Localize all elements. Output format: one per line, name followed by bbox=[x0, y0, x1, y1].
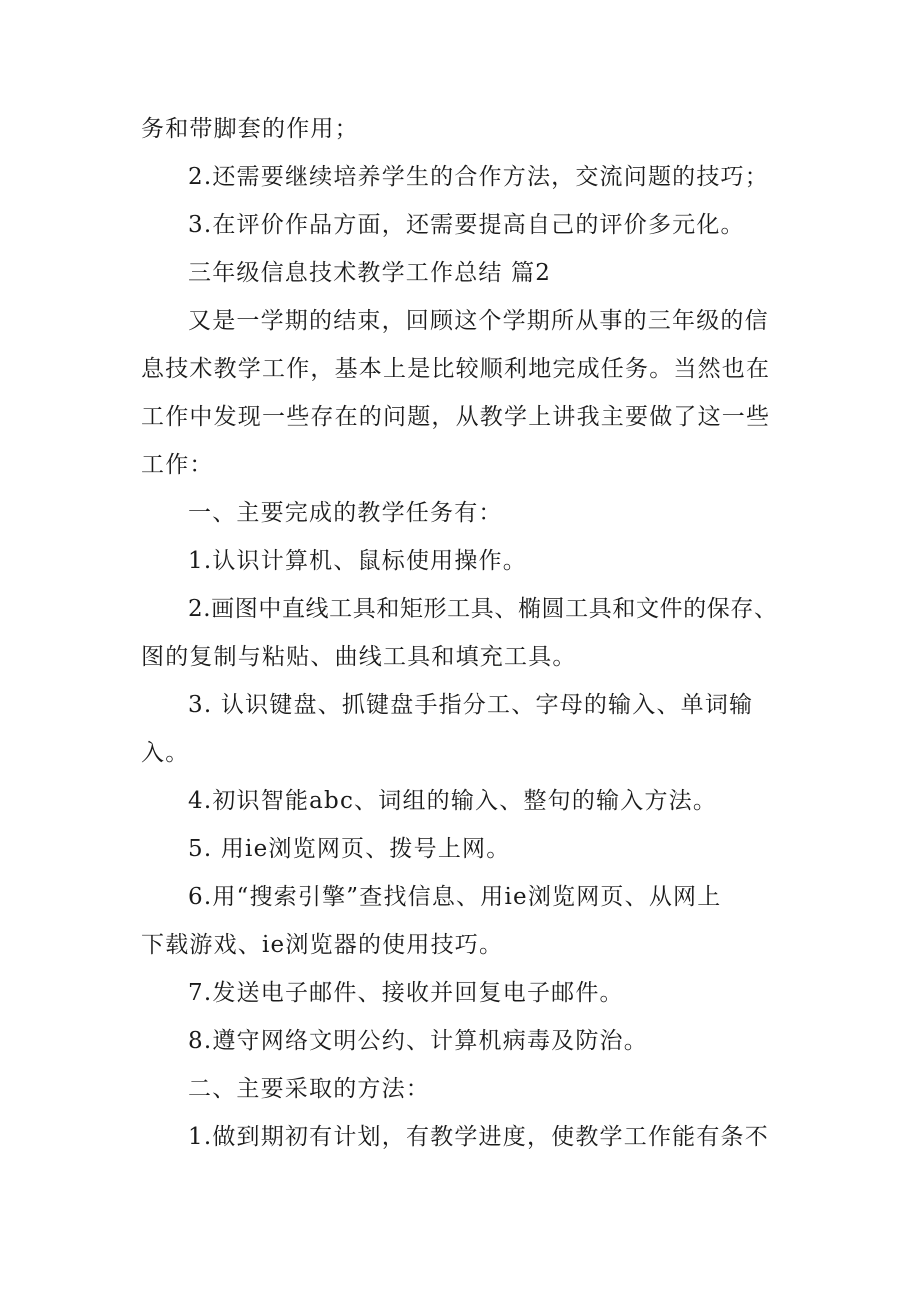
list-item: 7.发送电子邮件、接收并回复电子邮件。 bbox=[188, 980, 624, 1006]
text-line: 工作： bbox=[141, 452, 214, 478]
text-line: 务和带脚套的作用； bbox=[141, 116, 359, 142]
list-item: 3. 认识键盘、抓键盘手指分工、字母的输入、单词输 bbox=[188, 692, 754, 718]
list-item: 1.做到期初有计划，有教学进度，使教学工作能有条不 bbox=[188, 1124, 769, 1150]
subheading: 二、主要采取的方法： bbox=[188, 1076, 430, 1102]
section-heading: 三年级信息技术教学工作总结 篇2 bbox=[188, 260, 552, 286]
list-item: 4.初识智能abc、词组的输入、整句的输入方法。 bbox=[188, 788, 718, 814]
text-line: 又是一学期的结束，回顾这个学期所从事的三年级的信 bbox=[188, 308, 769, 334]
text-line: 2.还需要继续培养学生的合作方法，交流问题的技巧； bbox=[188, 164, 769, 190]
list-item: 1.认识计算机、鼠标使用操作。 bbox=[188, 548, 527, 574]
list-item-continuation: 入。 bbox=[141, 740, 190, 766]
list-item: 6.用“搜索引擎”查找信息、用ie浏览网页、从网上 bbox=[188, 884, 722, 910]
text-line: 息技术教学工作，基本上是比较顺利地完成任务。当然也在 bbox=[141, 356, 771, 382]
list-item-continuation: 图的复制与粘贴、曲线工具和填充工具。 bbox=[141, 644, 577, 670]
subheading: 一、主要完成的教学任务有： bbox=[188, 500, 503, 526]
list-item: 8.遵守网络文明公约、计算机病毒及防治。 bbox=[188, 1028, 648, 1054]
text-line: 工作中发现一些存在的问题，从教学上讲我主要做了这一些 bbox=[141, 404, 771, 430]
list-item-continuation: 下载游戏、ie浏览器的使用技巧。 bbox=[141, 932, 504, 958]
list-item: 5. 用ie浏览网页、拨号上网。 bbox=[188, 836, 511, 862]
list-item: 2.画图中直线工具和矩形工具、椭圆工具和文件的保存、 bbox=[188, 596, 778, 622]
text-line: 3.在评价作品方面，还需要提高自己的评价多元化。 bbox=[188, 212, 745, 238]
